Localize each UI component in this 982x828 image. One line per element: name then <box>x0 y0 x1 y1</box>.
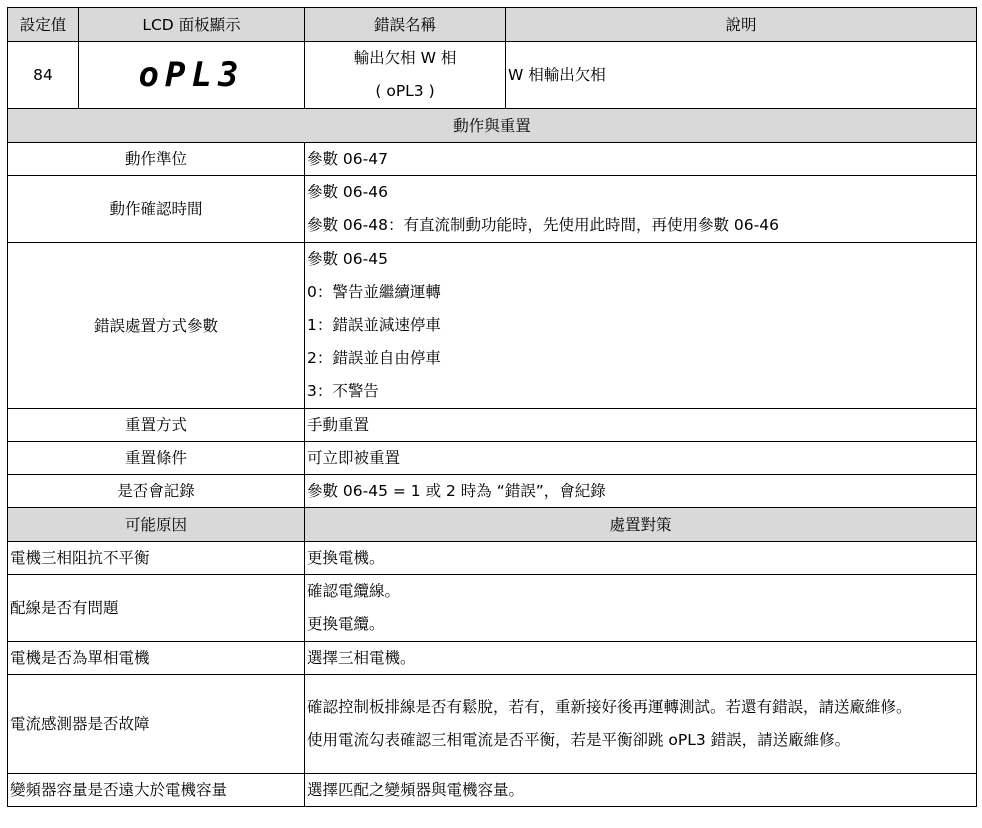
countermeasure-text <box>305 575 977 642</box>
cause-text: 配線是否有問題 <box>8 575 305 642</box>
cause-text: 電流感測器是否故障 <box>8 675 305 774</box>
row-reset-condition <box>8 442 977 475</box>
value-reset-method: 手動重置 <box>305 409 977 442</box>
countermeasure-line: 確認控制板排線是否有鬆脫，若有，重新接好後再運轉測試。若還有錯誤，請送廠維修。 <box>307 698 912 716</box>
section-action-reset <box>8 109 977 143</box>
label-fault-treatment: 錯誤處置方式參數 <box>8 243 305 409</box>
fault-name-line-1: 輸出欠相 W 相 <box>353 49 457 67</box>
header-possible-cause: 可能原因 <box>8 508 305 542</box>
lcd-glyphs: oPL3 <box>138 55 245 95</box>
action-time-line-2: 參數 06-48：有直流制動功能時，先使用此時間，再使用參數 06-46 <box>307 216 779 234</box>
value-fault-treatment <box>305 243 977 409</box>
value-record: 參數 06-45 = 1 或 2 時為 “錯誤”，會紀錄 <box>305 475 977 508</box>
header-error-name: 錯誤名稱 <box>305 8 506 42</box>
value-reset-condition: 可立即被重置 <box>305 442 977 475</box>
row-action-time <box>8 176 977 243</box>
cause-row <box>8 542 977 575</box>
treatment-line-4: 2：錯誤並自由停車 <box>307 349 441 367</box>
countermeasure-line: 更換電纜。 <box>307 615 385 633</box>
cause-row <box>8 774 977 807</box>
header-description: 說明 <box>506 8 977 42</box>
header-countermeasure: 處置對策 <box>305 508 977 542</box>
label-reset-method: 重置方式 <box>8 409 305 442</box>
row-action-level <box>8 143 977 176</box>
cause-row <box>8 575 977 642</box>
fault-name <box>305 42 506 109</box>
value-action-level: 參數 06-47 <box>305 143 977 176</box>
row-fault-treatment <box>8 243 977 409</box>
treatment-line-1: 參數 06-45 <box>307 250 388 268</box>
countermeasure-line: 使用電流勾表確認三相電流是否平衡，若是平衡卻跳 oPL3 錯誤，請送廠維修。 <box>307 731 851 749</box>
action-time-line-1: 參數 06-46 <box>307 183 388 201</box>
countermeasure-text: 選擇三相電機。 <box>305 642 977 675</box>
fault-row <box>8 42 977 109</box>
cause-text: 電機是否為單相電機 <box>8 642 305 675</box>
value-action-time <box>305 176 977 243</box>
lcd-display <box>79 42 305 109</box>
countermeasure-text: 選擇匹配之變頻器與電機容量。 <box>305 774 977 807</box>
section-title-action-reset: 動作與重置 <box>8 109 977 143</box>
table-header-row <box>8 8 977 42</box>
countermeasure-text <box>305 675 977 774</box>
label-reset-condition: 重置條件 <box>8 442 305 475</box>
label-record: 是否會記錄 <box>8 475 305 508</box>
header-lcd-display: LCD 面板顯示 <box>79 8 305 42</box>
header-setting-value: 設定值 <box>8 8 79 42</box>
treatment-line-5: 3：不警告 <box>307 382 379 400</box>
cause-text: 電機三相阻抗不平衡 <box>8 542 305 575</box>
countermeasure-text: 更換電機。 <box>305 542 977 575</box>
row-record <box>8 475 977 508</box>
row-reset-method <box>8 409 977 442</box>
cause-row <box>8 642 977 675</box>
fault-table <box>7 7 977 807</box>
fault-name-line-2: ( oPL3 ) <box>375 82 435 100</box>
treatment-line-3: 1：錯誤並減速停車 <box>307 316 441 334</box>
label-action-level: 動作準位 <box>8 143 305 176</box>
countermeasure-line: 確認電纜線。 <box>307 582 401 600</box>
fault-code: 84 <box>8 42 79 109</box>
label-action-time: 動作確認時間 <box>8 176 305 243</box>
cause-text: 變頻器容量是否遠大於電機容量 <box>8 774 305 807</box>
cause-row <box>8 675 977 774</box>
fault-description: W 相輸出欠相 <box>506 42 977 109</box>
section-causes-header <box>8 508 977 542</box>
treatment-line-2: 0：警告並繼續運轉 <box>307 283 441 301</box>
